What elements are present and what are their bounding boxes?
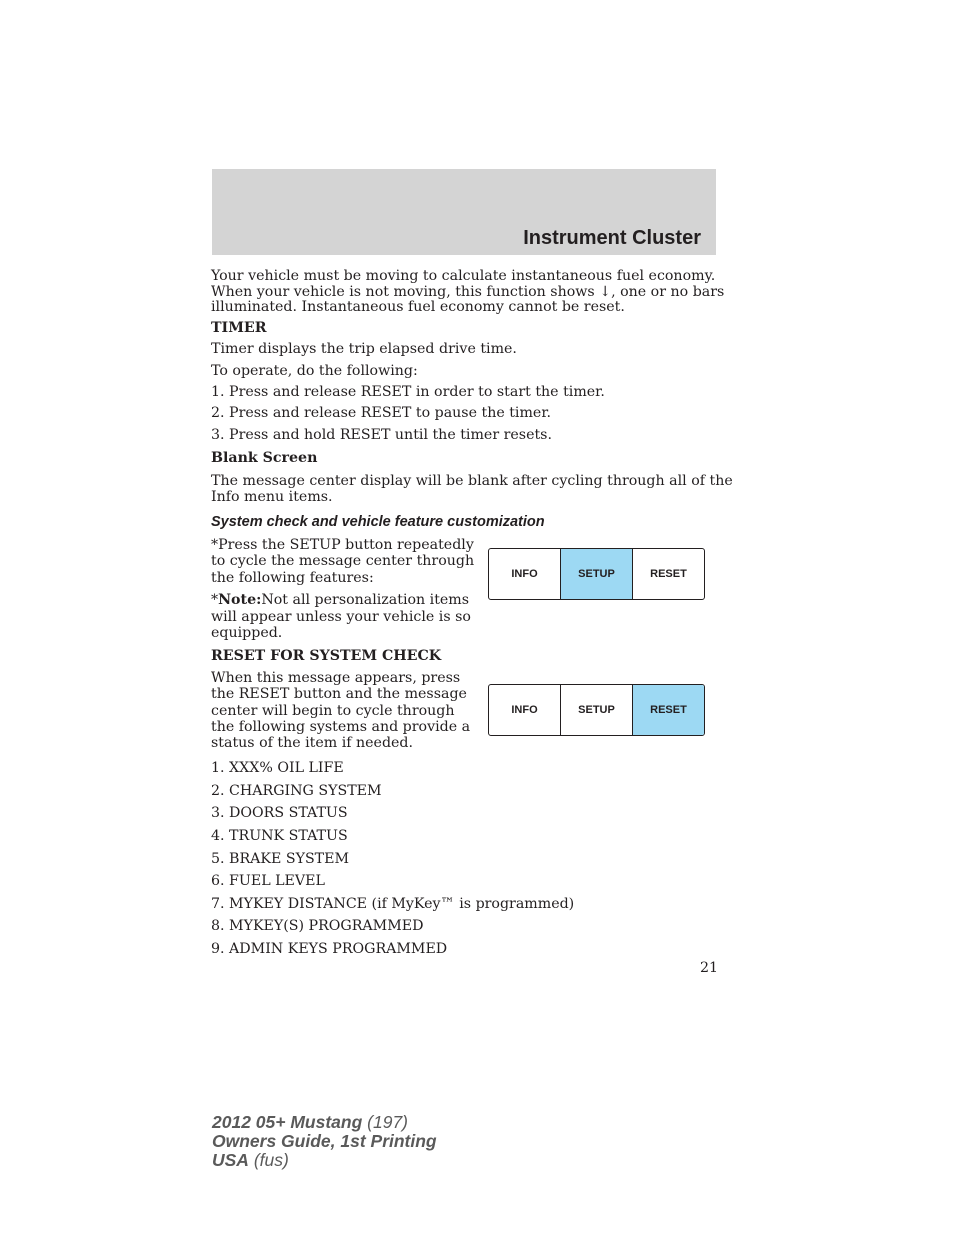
system-heading: System check and vehicle feature customization [211, 514, 545, 530]
system-para-line: to cycle the message center through [211, 553, 475, 569]
footer-model: 2012 05+ Mustang [212, 1112, 363, 1132]
blank-line-2: Info menu items. [211, 489, 333, 505]
timer-step: 3. Press and hold RESET until the timer resets. [211, 427, 552, 443]
footer-guide: Owners Guide, 1st Printing [212, 1131, 437, 1151]
info-button: INFO [511, 704, 538, 716]
intro-line-3: illuminated. Instantaneous fuel economy cannot be reset. [211, 299, 625, 315]
list-item: 5. BRAKE SYSTEM [211, 851, 350, 867]
reset-para-line: center will begin to cycle through [211, 703, 455, 719]
setup-button: SETUP [560, 685, 633, 735]
document-footer [212, 1113, 437, 1170]
reset-heading: RESET FOR SYSTEM CHECK [211, 648, 442, 664]
timer-step: 1. Press and release RESET in order to start the timer. [211, 384, 605, 400]
page-number: 21 [700, 960, 719, 976]
list-item: 9. ADMIN KEYS PROGRAMMED [211, 941, 448, 957]
reset-para-line: the following systems and provide a [211, 719, 471, 735]
list-item: 4. TRUNK STATUS [211, 828, 348, 844]
list-item: 8. MYKEY(S) PROGRAMMED [211, 918, 424, 934]
list-item: 7. MYKEY DISTANCE (if MyKey™ is programmed) [211, 896, 575, 912]
blank-heading: Blank Screen [211, 450, 318, 466]
timer-heading: TIMER [211, 320, 267, 336]
blank-line-1: The message center display will be blank after cycling through all of the [211, 473, 733, 489]
reset-para-line: the RESET button and the message [211, 686, 467, 702]
footer-model-code: (197) [367, 1112, 409, 1132]
note-line: will appear unless your vehicle is so [211, 609, 471, 625]
footer-line-2 [212, 1132, 437, 1151]
timer-step: 2. Press and release RESET to pause the timer. [211, 405, 552, 421]
setup-button: SETUP [560, 549, 633, 599]
note-label: Note: [218, 592, 262, 608]
button-panel-reset [488, 684, 705, 736]
footer-market: USA [212, 1150, 249, 1170]
reset-para-line: status of the item if needed. [211, 735, 414, 751]
info-button: INFO [511, 568, 538, 580]
section-title: Instrument Cluster [523, 227, 701, 249]
note-prefix: * [211, 592, 219, 608]
footer-market-code: (fus) [253, 1150, 289, 1170]
note-text: Not all personalization items [261, 592, 470, 608]
reset-button: RESET [650, 568, 687, 580]
header-band [212, 169, 716, 255]
note-line: equipped. [211, 625, 283, 641]
reset-button: RESET [633, 685, 704, 735]
footer-line-3 [212, 1151, 437, 1170]
intro-line-1: Your vehicle must be moving to calculate instantaneous fuel economy. [211, 268, 716, 284]
footer-line-1 [212, 1113, 437, 1132]
button-panel-setup [488, 548, 705, 600]
note-line [211, 592, 469, 609]
timer-operate: To operate, do the following: [211, 363, 418, 379]
intro-line-2: When your vehicle is not moving, this function shows ↓, one or no bars [211, 284, 725, 300]
list-item: 1. XXX% OIL LIFE [211, 760, 344, 776]
timer-desc: Timer displays the trip elapsed drive time. [211, 341, 517, 357]
reset-para-line: When this message appears, press [211, 670, 461, 686]
list-item: 6. FUEL LEVEL [211, 873, 325, 889]
list-item: 2. CHARGING SYSTEM [211, 783, 382, 799]
system-para-line: *Press the SETUP button repeatedly [211, 537, 474, 553]
system-para-line: the following features: [211, 570, 374, 586]
list-item: 3. DOORS STATUS [211, 805, 348, 821]
